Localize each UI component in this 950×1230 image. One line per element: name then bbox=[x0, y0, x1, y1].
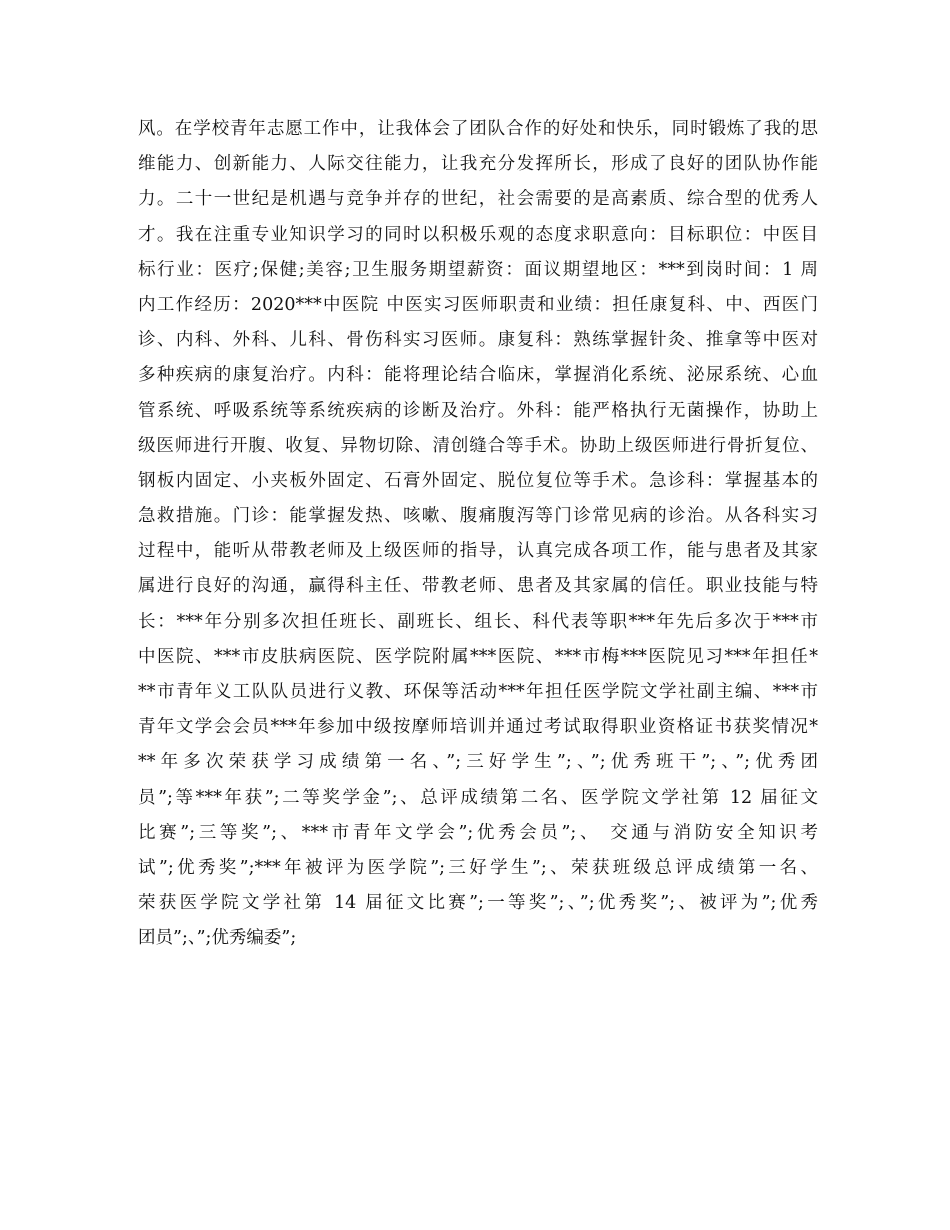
text-line-17: **市青年义工队队员进行义教、环保等活动***年担任医学院文学社副主编、***市 bbox=[138, 682, 818, 702]
text-line-4: 才。我在注重专业知识学习的同时以积极乐观的态度求职意向：目标职位：中医目 bbox=[138, 224, 818, 245]
text-line-5: 标行业：医疗;保健;美容;卫生服务期望薪资：面议期望地区：***到岗时间：1 周 bbox=[138, 259, 818, 280]
text-line-23: 荣获医学院文学社第 14 届征文比赛”;一等奖”;、”;优秀奖”;、被评为”;优秀 bbox=[138, 893, 818, 914]
text-line-1: 风。在学校青年志愿工作中，让我体会了团队合作的好处和快乐，同时锻炼了我的思 bbox=[138, 119, 818, 139]
text-line-22: 试”;优秀奖”;***年被评为医学院”;三好学生”;、荣获班级总评成绩第一名、 bbox=[138, 857, 818, 878]
text-line-12: 急救措施。门诊：能掌握发热、咳嗽、腹痛腹泻等门诊常见病的诊治。从各科实习 bbox=[138, 506, 818, 527]
text-line-3: 力。二十一世纪是机遇与竞争并存的世纪，社会需要的是高素质、综合型的优秀人 bbox=[138, 189, 818, 210]
text-line-13: 过程中，能听从带教老师及上级医师的指导，认真完成各项工作，能与患者及其家 bbox=[138, 541, 818, 562]
text-line-7: 诊、内科、外科、儿科、骨伤科实习医师。康复科：熟练掌握针灸、推拿等中医对 bbox=[138, 330, 818, 351]
text-line-15: 长：***年分别多次担任班长、副班长、组长、科代表等职***年先后多次于***市 bbox=[138, 611, 818, 632]
text-line-18: 青年文学会会员***年参加中级按摩师培训并通过考试取得职业资格证书获奖情况* bbox=[138, 717, 818, 738]
text-line-8: 多种疾病的康复治疗。内科：能将理论结合临床，掌握消化系统、泌尿系统、心血 bbox=[138, 365, 818, 386]
text-line-14: 属进行良好的沟通，赢得科主任、带教老师、患者及其家属的信任。职业技能与特 bbox=[138, 576, 818, 597]
text-line-10: 级医师进行开腹、收复、异物切除、清创缝合等手术。协助上级医师进行骨折复位、 bbox=[138, 435, 818, 456]
text-line-6: 内工作经历：2020***中医院 中医实习医师职责和业绩：担任康复科、中、西医门 bbox=[138, 294, 818, 315]
text-line-16: 中医院、***市皮肤病医院、医学院附属***医院、***市梅***医院见习***年担任* bbox=[138, 646, 818, 667]
text-line-24: 团员”;、”;优秀编委”; bbox=[138, 928, 297, 949]
text-line-2: 维能力、创新能力、人际交往能力，让我充分发挥所长，形成了良好的团队协作能 bbox=[138, 154, 818, 175]
text-line-19: **年多次荣获学习成绩第一名、”;三好学生”;、”;优秀班干”;、”;优秀团 bbox=[138, 752, 818, 773]
text-line-9: 管系统、呼吸系统等系统疾病的诊断及治疗。外科：能严格执行无菌操作，协助上 bbox=[138, 400, 818, 421]
text-line-11: 钢板内固定、小夹板外固定、石膏外固定、脱位复位等手术。急诊科：掌握基本的 bbox=[138, 470, 818, 491]
text-line-20: 员”;等***年获”;二等奖学金”;、总评成绩第二名、医学院文学社第 12 届征文 bbox=[138, 787, 818, 808]
body-text bbox=[138, 112, 818, 957]
text-line-21: 比赛”;三等奖”;、***市青年文学会”;优秀会员”;、 交通与消防安全知识考 bbox=[138, 822, 818, 843]
